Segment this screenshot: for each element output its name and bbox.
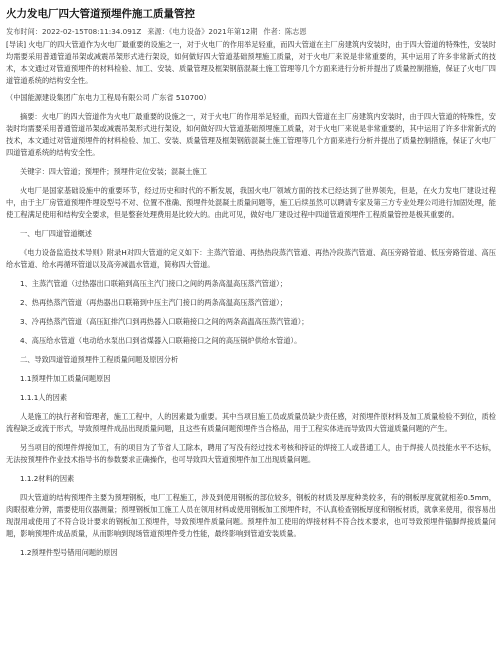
abstract: 摘要：火电厂的四大管道作为火电厂最重要的设施之一，对于火电厂的作用举足轻重，而四大管道在主厂房建筑内安装时，由于四大管道的特殊性，安装时均需要采用普通管道吊架或减震吊架形式进行架设，如何做好四大管道基础预埋施工质量，对于火电厂来说是非常重要的，其中运用了许多非常新式的技术，本文通过对管道预埋件的材料检验、加工、安装、质量管理及框架钢筋混凝土施工管理等几个方面来进行分析并提出了质量控制措施，保证了火电厂四道管道系统的结构安全性。 [6,112,496,157]
list-item: 4、高压给水管道（电动给水泵出口到省煤器入口联箱接口之间的高压锅炉供给水管道）。 [20,336,302,345]
subsection-heading-1-1-1: 1.1.1人的因素 [20,393,68,402]
publish-time: 发布时间：2022-02-15T08:11:34.091Z [6,27,142,36]
source: 来源：《电力设备》2021年第12期 [147,27,258,36]
guide-paragraph: [导读] 火电厂的四大管道作为火电厂最重要的设施之一，对于火电厂的作用举足轻重，而四大管道在主厂房建筑内安装时，由于四大管道的特殊性，安装时均需要采用普通管道吊架或减震吊架形式进行架设，如何做好四大管道基础预埋施工质量，对于火电厂来说是非常重要的，其中运用了许多非常新式的技术，本文通过对管道预埋件的材料检验、加工、安装、质量管理及框架钢筋混凝土施工管理等几个方面来进行分析并提出了质量控制措施，保证了火电厂四道管道系统的结构安全性。 [6,40,496,85]
article-meta [6,26,496,38]
human-factor-paragraph-2: 另当项目的预埋件焊接加工，有的项目为了节省人工除本，聘用了写没有经过技术考核和持证的焊接工人或普通工人，由于焊接人员技能水平不达标，无法按预埋件作业技术指导书的参数要求正确操作，也可导致四大管道预埋件加工出现质量问题。 [6,443,496,464]
section-heading-2: 二、导致四道管道预埋件工程质量问题及原因分析 [20,355,179,364]
list-item: 3、冷再热蒸汽管道（高压缸排汽口到再热器入口联箱接口之间的两条高温高压蒸汽管道）； [20,317,309,326]
list-item: 2、热再热蒸汽管道（再热器出口联箱到中压主汽门接口的两条高温高压蒸汽管道）； [20,298,287,307]
article-title: 火力发电厂四大管道预埋件施工质量管控 [6,8,195,20]
subsection-heading-1-1: 1.1预埋件加工质量问题原因 [20,374,111,383]
affiliation: （中国能源建设集团广东电力工程局有限公司 广东省 510700） [6,93,211,102]
subsection-heading-1-2: 1.2预埋件型号错用问题的原因 [20,548,118,557]
author: 作者：陈志恩 [263,27,307,36]
material-factor-paragraph: 四大管道的结构预埋件主要为预埋钢板，电厂工程施工，涉及到使用钢板的部位较多，钢板的材质及厚度种类较多，有的钢板厚度就就相差0.5mm，肉眼很难分辨，需要使用仪器测量；预埋钢板加工施工人员在领用材料或使用钢板加工预埋件时，不认真检查钢板厚度和钢板材质，就拿来使用，很容易出现混用或使用了不符合设计要求的钢板加工预埋件，导致预埋件质量问题。预埋件加工使用的焊接材料不符合技术要求，也可导致预埋件锚脚焊接质量问题，影响预埋件成品质量，从而影响到现场管道预埋件受力性能，最终影响到管道安装质量。 [6,493,496,538]
intro-paragraph: 火电厂是国家基础设施中的重要环节，经过历史和时代的不断发展，我国火电厂领域方面的技术已经达到了世界领先，但是，在火力发电厂建设过程中，由于主厂房管道预埋件埋设型号不对、位置不准确、预埋件处混凝土质量问题等，施工后续虽然可以聘请专家及第三方专业处理公司进行加固处理，能使工程满足使用和结构安全要求，但是整套处理费用是比较大的。由此可见，做好电厂建设过程中四道管道预埋件工程质量管控是极其重要的。 [6,186,496,219]
section-heading-1: 一、电厂四道管道概述 [20,229,92,238]
section-1-text: 《电力设备监造技术导则》附录H对四大管道的定义如下：主蒸汽管道、再热热段蒸汽管道、再热冷段蒸汽管道、高压旁路管道、低压旁路管道、高压给水管道、给水再循环管道以及高旁减温水管道，简称四大管道。 [6,248,496,269]
subsection-heading-1-1-2: 1.1.2材料的因素 [20,474,75,483]
human-factor-paragraph-1: 人是施工的执行者和管理者，施工工程中，人的因素最为重要。其中当项目施工员或质量员缺少责任感，对预埋件原材料及加工质量检验不到位，质检流程缺乏或流于形式，导致预埋件成品出现质量问题，且这些有质量问题预埋件当合格品，用于工程实体进而导致四大管道质量问题的产生。 [6,412,496,433]
list-item: 1、主蒸汽管道（过热器出口联箱到高压主汽门接口之间的两条高温高压蒸汽管道）； [20,279,287,288]
keywords: 关键字：四大管道；预埋件；预埋件定位安装；混凝土施工 [20,167,207,176]
